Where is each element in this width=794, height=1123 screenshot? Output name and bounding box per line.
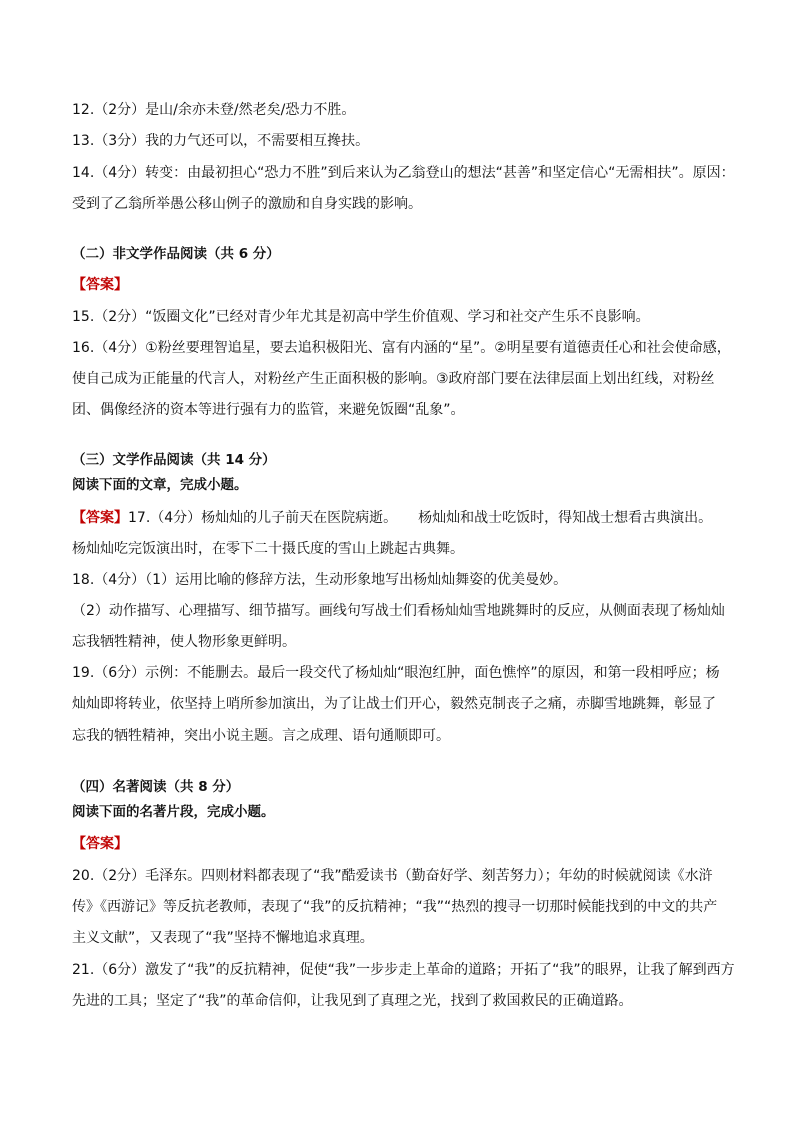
answer-q21-line2: 先进的工具；坚定了“我”的革命信仰，让我见到了真理之光，找到了救国救民的正确道路。: [72, 993, 633, 1009]
answer-tag-2: 【答案】: [72, 277, 128, 293]
answer-q19-line2: 灿灿即将转业，依坚持上哨所参加演出，为了让战士们开心，毅然克制丧子之痛，赤脚雪地跳舞，彰显了: [72, 696, 716, 712]
answer-q17-line2: 杨灿灿吃完饭演出时，在零下二十摄氏度的雪山上跳起古典舞。: [72, 541, 464, 557]
answer-tag-3: 【答案】: [72, 510, 128, 526]
answer-q16-line3: 团、偶像经济的资本等进行强有力的监管，来避免饭圈“乱象”。: [72, 402, 465, 418]
answer-q20-line1: 20.（2分）毛泽东。四则材料都表现了“我”酷爱读书（勤奋好学、刻苦努力）；年幼的时候就阅读《水浒: [72, 868, 713, 884]
answer-q17-line1: 【答案】17.（4分）杨灿灿的儿子前天在医院病逝。 杨灿灿和战士吃饭时，得知战士想看古典演出。: [72, 510, 713, 526]
section-heading-4: （四）名著阅读（共 8 分）: [72, 779, 240, 795]
answer-q16-line2: 使自己成为正能量的代言人，对粉丝产生正面积极的影响。③政府部门要在法律层面上划出红线，对粉丝: [72, 371, 715, 387]
answer-q12: 12.（2分）是山/余亦未登/然老矣/恐力不胜。: [72, 102, 356, 118]
section-heading-3: （三）文学作品阅读（共 14 分）: [72, 452, 276, 468]
answer-q21-line1: 21.（6分）激发了“我”的反抗精神，促使“我”一步步走上革命的道路；开拓了“我”的眼界，让我了解到西方: [72, 962, 735, 978]
section-heading-2: （二）非文学作品阅读（共 6 分）: [72, 246, 280, 262]
answer-q19-line1: 19.（6分）示例：不能删去。最后一段交代了杨灿灿“眼泡红肿，面色憔悴”的原因，和第一段相呼应；杨: [72, 665, 720, 681]
answer-q19-line3: 忘我的牺牲精神，突出小说主题。言之成理、语句通顺即可。: [72, 728, 450, 744]
answer-q18-line1: 18.（4分）（1）运用比喻的修辞方法，生动形象地写出杨灿灿舞姿的优美曼妙。: [72, 572, 568, 588]
answer-q14-line2: 受到了乙翁所举愚公移山例子的激励和自身实践的影响。: [72, 196, 422, 212]
answer-tag-4: 【答案】: [72, 836, 128, 852]
section-instruction-4: 阅读下面的名著片段，完成小题。: [72, 804, 275, 820]
answer-q20-line2: 传》《西游记》等反抗老教师，表现了“我”的反抗精神；“我”“热烈的搜寻一切那时候能找到的中文的共产: [72, 899, 718, 915]
answer-q18-line2: （2）动作描写、心理描写、细节描写。画线句写战士们看杨灿灿雪地跳舞时的反应，从侧面表现了杨灿灿: [72, 603, 725, 619]
answer-q20-line3: 主义文献”，又表现了“我”坚持不懈地追求真理。: [72, 930, 374, 946]
answer-q18-line3: 忘我牺牲精神，使人物形象更鲜明。: [72, 634, 296, 650]
answer-q15: 15.（2分）“饭圈文化”已经对青少年尤其是初高中学生价值观、学习和社交产生乐不良影响。: [72, 309, 650, 325]
answer-q13: 13.（3分）我的力气还可以，不需要相互搀扶。: [72, 133, 370, 149]
answer-q16-line1: 16.（4分）①粉丝要理智追星，要去追积极阳光、富有内涵的“星”。②明星要有道德责任心和社会使命感，: [72, 340, 731, 356]
answer-q14-line1: 14.（4分）转变：由最初担心“恐力不胜”到后来认为乙翁登山的想法“甚善”和坚定信心“无需相扶”。原因：: [72, 165, 735, 181]
section-instruction-3: 阅读下面的文章，完成小题。: [72, 477, 248, 493]
